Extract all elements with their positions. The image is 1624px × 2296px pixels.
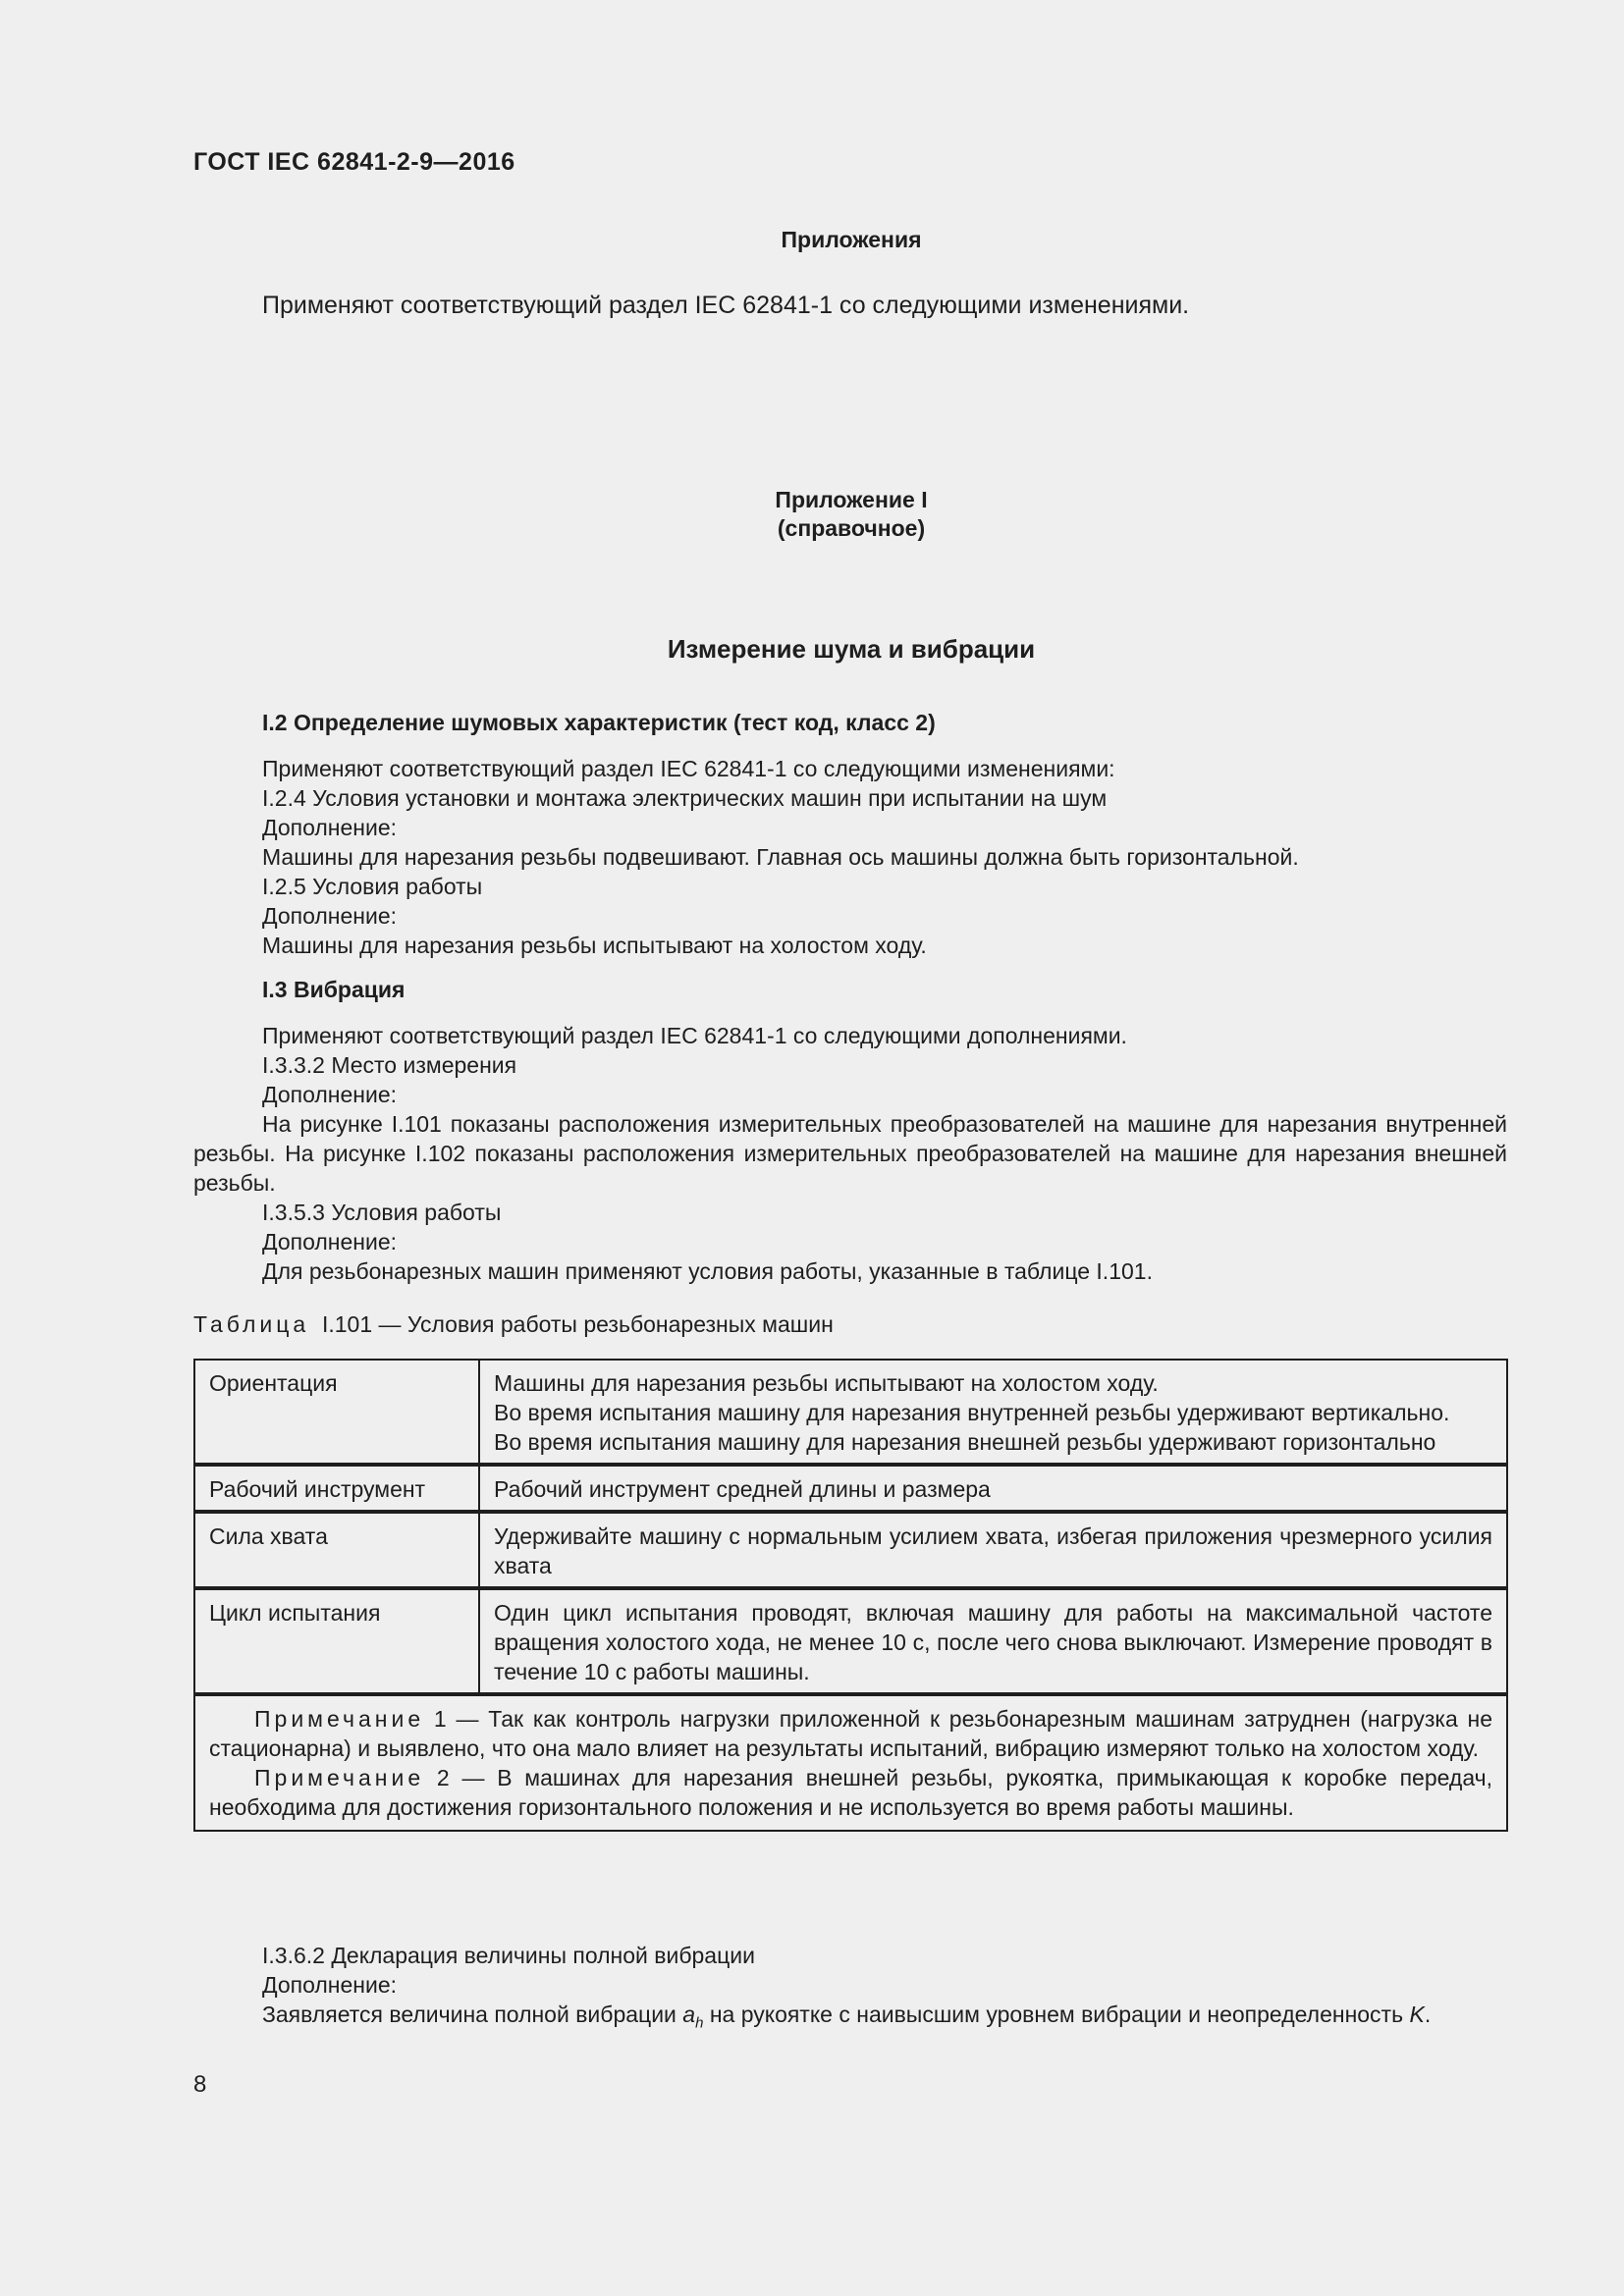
page-number: 8: [193, 2071, 207, 2098]
conditions-table: [193, 1359, 1508, 1832]
table-cell-label: Ориентация: [194, 1360, 479, 1465]
section-i3-paragraph: На рисунке I.101 показаны расположения измерительных преобразователей на машине для нарезания внутренней резьбы. На рисунке I.102 показаны расположения измерительных преобразователей на машине для нарезания внешней резьбы.: [193, 1111, 1507, 1196]
table-cell-label: Сила хвата: [194, 1512, 479, 1588]
text-line: Применяют соответствующий раздел IEC 62841-1 со следующими изменениями:: [262, 756, 1115, 781]
section-i3-body: [262, 1021, 1127, 1109]
table-notes: [194, 1694, 1507, 1831]
table-row: [194, 1588, 1507, 1694]
para-text: .: [1424, 2002, 1432, 2027]
cell-line: Во время испытания машину для нарезания внутренней резьбы удерживают вертикально.: [494, 1400, 1450, 1425]
text-line: I.3.3.2 Место измерения: [262, 1052, 517, 1078]
section-i2-body: [262, 754, 1299, 960]
table-note: [209, 1763, 1492, 1822]
para-text: Заявляется величина полной вибрации: [262, 2002, 683, 2027]
appendices-intro: Применяют соответствующий раздел IEC 62841-1 со следующими изменениями.: [262, 292, 1190, 319]
cell-line: Один цикл испытания проводят, включая машину для работы на максимальной частоте вращения холостого хода, не менее 10 с, после чего снова выключают. Измерение проводят в течение 10 с работы машины.: [494, 1600, 1492, 1684]
text-line: Машины для нарезания резьбы испытывают на холостом ходу.: [262, 933, 927, 958]
table-cell-value: [479, 1512, 1507, 1588]
symbol-subscript: h: [695, 2014, 704, 2032]
table-note: [209, 1704, 1492, 1763]
table-cell-value: [479, 1588, 1507, 1694]
symbol-k: K: [1409, 2002, 1425, 2027]
cell-line: Во время испытания машину для нарезания внешней резьбы удерживают горизонтально: [494, 1429, 1436, 1455]
table-cell-label: Рабочий инструмент: [194, 1465, 479, 1512]
table-caption: [193, 1309, 834, 1339]
section-i3-body-2: [262, 1198, 1153, 1286]
note-text: 1 — Так как контроль нагрузки приложенной к резьбонарезным машинам затруднен (нагрузка не стационарна) и выявлено, что она мало влияет на результаты испытаний, вибрацию измеряют только на холостом ходу.: [209, 1706, 1492, 1761]
text-line: Дополнение:: [262, 1229, 398, 1255]
table-row: [194, 1512, 1507, 1588]
cell-line: Машины для нарезания резьбы испытывают на холостом ходу.: [494, 1370, 1159, 1396]
annex-subject: Измерение шума и вибрации: [667, 634, 1036, 664]
text-line: Дополнение:: [262, 815, 398, 840]
symbol-a: a: [682, 2002, 696, 2027]
text-line: Применяют соответствующий раздел IEC 62841-1 со следующими дополнениями.: [262, 1023, 1127, 1048]
table-cell-label: Цикл испытания: [194, 1588, 479, 1694]
table-row: [194, 1360, 1507, 1465]
table-row: [194, 1465, 1507, 1512]
annex-title: Приложение I: [775, 487, 928, 512]
appendices-title: Приложения: [781, 227, 922, 252]
para-text: на рукоятке с наивысшим уровнем вибрации и неопределенность: [703, 2002, 1410, 2027]
table-cell-value: [479, 1465, 1507, 1512]
cell-line: Рабочий инструмент средней длины и размера: [494, 1476, 991, 1502]
section-i3-heading: I.3 Вибрация: [262, 977, 406, 1002]
table-notes-row: [194, 1694, 1507, 1831]
table-caption-text: I.101 — Условия работы резьбонарезных машин: [321, 1311, 834, 1337]
section-i362-paragraph: [193, 2000, 1507, 2039]
text-line: I.2.4 Условия установки и монтажа электрических машин при испытании на шум: [262, 785, 1108, 811]
section-i362-addition: Дополнение:: [262, 1972, 398, 1998]
annex-kind: (справочное): [777, 515, 926, 541]
cell-line: Удерживайте машину с нормальным усилием хвата, избегая приложения чрезмерного усилия хвата: [494, 1523, 1492, 1578]
text-line: Дополнение:: [262, 903, 398, 929]
note-label: Примечание: [254, 1765, 425, 1790]
text-line: Дополнение:: [262, 1082, 398, 1107]
section-i362-heading: I.3.6.2 Декларация величины полной вибрации: [262, 1943, 755, 1968]
section-i2-heading: I.2 Определение шумовых характеристик (тест код, класс 2): [262, 710, 936, 735]
document-number: ГОСТ IEC 62841-2-9—2016: [193, 148, 515, 176]
text-line: Машины для нарезания резьбы подвешивают. Главная ось машины должна быть горизонтальной.: [262, 844, 1299, 870]
table-caption-word: Таблица: [193, 1311, 310, 1337]
note-text: 2 — В машинах для нарезания внешней резьбы, рукоятка, примыкающая к коробке передач, необходима для достижения горизонтального положения и не используется во время работы машины.: [209, 1765, 1492, 1820]
text-line: I.2.5 Условия работы: [262, 874, 483, 899]
text-line: Для резьбонарезных машин применяют условия работы, указанные в таблице I.101.: [262, 1258, 1153, 1284]
note-label: Примечание: [254, 1706, 425, 1732]
table-cell-value: [479, 1360, 1507, 1465]
text-line: I.3.5.3 Условия работы: [262, 1200, 502, 1225]
